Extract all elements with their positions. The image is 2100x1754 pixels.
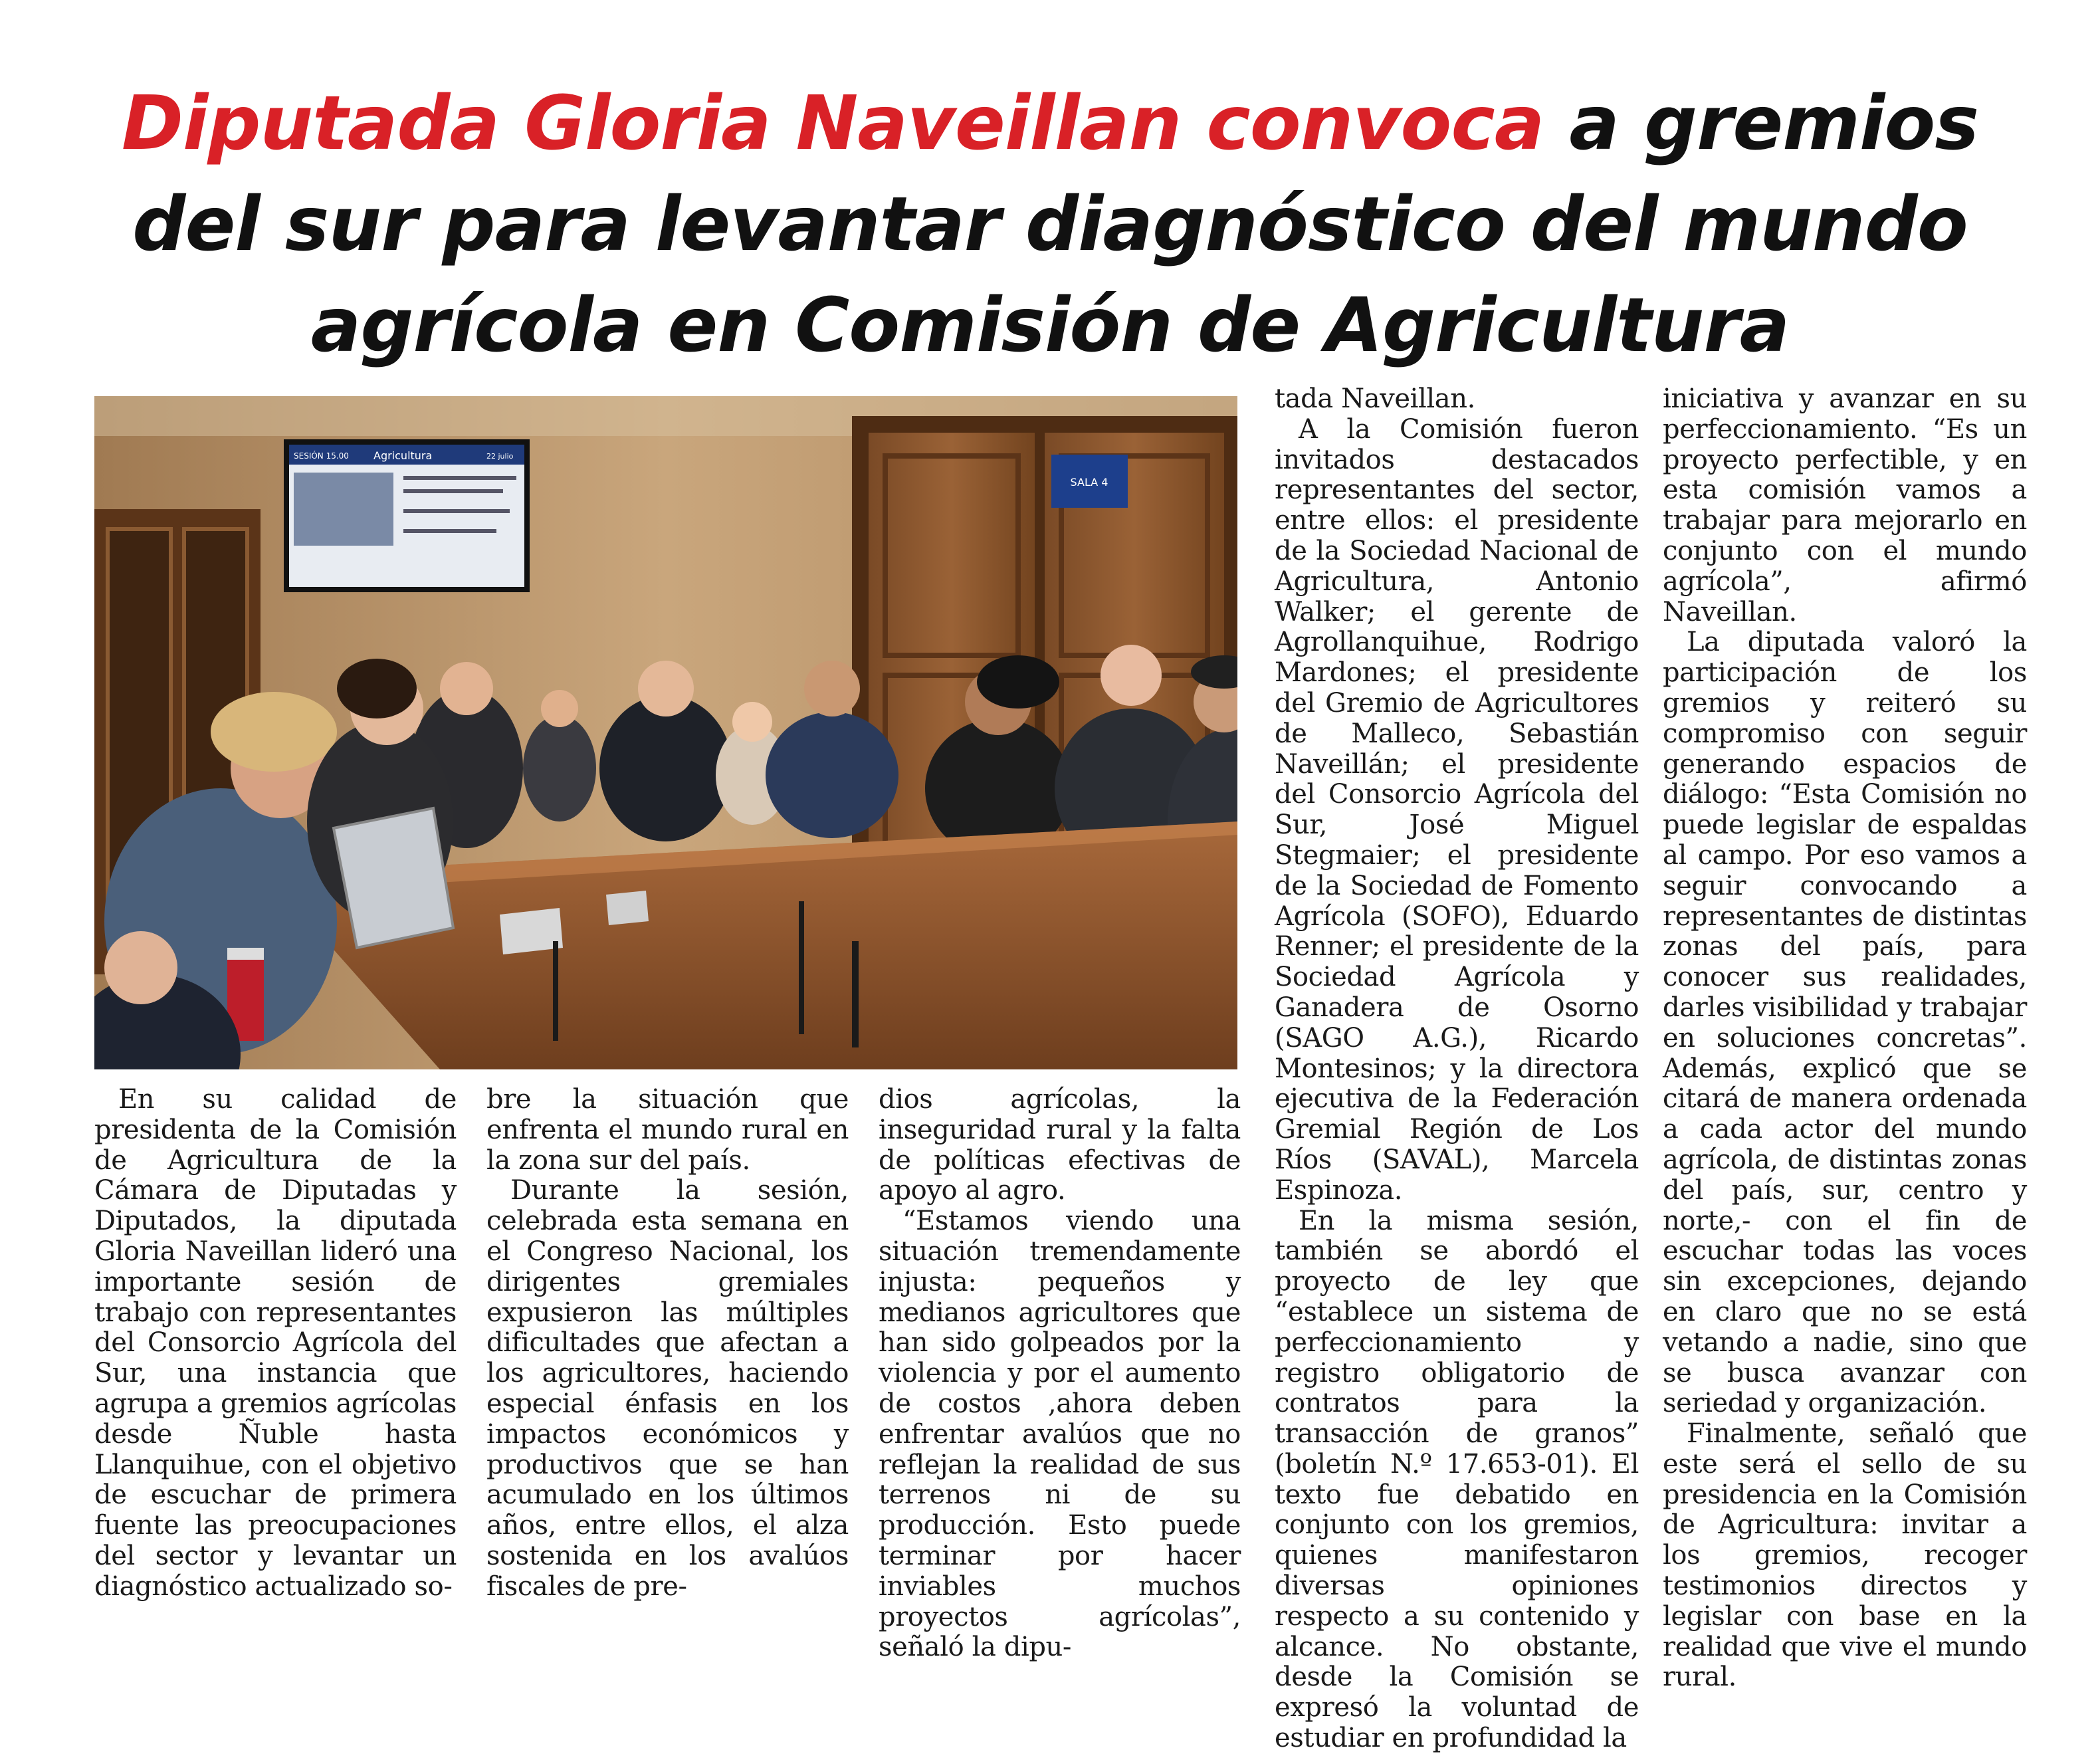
headline-line-2: del sur para levantar diagnóstico del mundo [132, 181, 1968, 268]
article-column-5 [1663, 384, 2027, 1693]
article-column-1 [94, 1085, 457, 1602]
meeting-photo-illustration [94, 396, 1237, 1069]
meeting-photo [94, 396, 1237, 1069]
paragraph: La diputada valoró la participación de los gremios y reiteró su compromiso con seguir generando espacios de diálogo: “Esta Comisión no puede legislar de espaldas al campo. Por eso vamos a seguir convocando a representantes de distintas zonas del país, para conocer sus realidades, darles visibilidad y trabajar en soluciones concretas”. Además, explicó que se citará de manera ordenada a cada actor del mundo agrícola, de distintas zonas del país, sur, centro y norte,- con el fin de escuchar todas las voces sin excepciones, dejando en claro que no se está vetando a nadie, sino que se busca avanzar con seriedad y organización. [1663, 627, 2027, 1419]
headline-red-part: Diputada Gloria Naveillan convoca [122, 80, 1544, 167]
article-column-4 [1275, 384, 1639, 1754]
headline-line-3: agrícola en Comisión de Agricultura [310, 282, 1790, 369]
paragraph: tada Naveillan. [1275, 384, 1475, 414]
headline [80, 73, 2020, 376]
paragraph: Finalmente, señaló que este será el sello de su presidencia en la Comisión de Agricultura: invitar a los gremios, recoger testimonios directos y legislar con base en la realidad que vive el mundo rural. [1663, 1418, 2027, 1693]
paragraph: bre la situación que enfrenta el mundo rural en la zona sur del país. [486, 1084, 849, 1176]
tv-title: Agricultura [373, 449, 433, 462]
article-column-3 [879, 1085, 1241, 1663]
paragraph: A la Comisión fueron invitados destacados representantes del sector, entre ellos: el presidente de la Sociedad Nacional de Agricultura, Antonio Walker; el gerente de Agrollanquihue, Rodrigo Mardones; el presidente del Gremio de Agricultores de Malleco, Sebastián Naveillán; el presidente del Consorcio Agrícola del Sur, José Miguel Stegmaier; el presidente de la Sociedad de Fomento Agrícola (SOFO), Eduardo Renner; el presidente de la Sociedad Agrícola y Ganadera de Osorno (SAGO A.G.), Ricardo Montesinos; y la directora ejecutiva de la Federación Gremial Región de Los Ríos (SAVAL), Marcela Espinoza. [1275, 413, 1639, 1206]
tv-date: 22 julio [486, 452, 514, 461]
headline-black-part: a gremios [1544, 80, 1978, 167]
paragraph: En su calidad de presidenta de la Comisión de Agricultura de la Cámara de Diputadas y Diputados, la diputada Gloria Naveillan lideró una importante sesión de trabajo con representantes del Consorcio Agrícola del Sur, una instancia que agrupa a gremios agrícolas desde Ñuble hasta Llanquihue, con el objetivo de escuchar de primera fuente las preocupaciones del sector y levantar un diagnóstico actualizado so- [94, 1084, 457, 1602]
article-column-2 [486, 1085, 849, 1602]
tv-session: SESIÓN 15.00 [294, 451, 349, 461]
paragraph: iniciativa y avanzar en su perfeccionamiento. “Es un proyecto perfectible, y en esta comisión vamos a trabajar para mejorarlo en conjunto con el mundo agrícola”, afirmó Naveillan. [1663, 384, 2027, 627]
door-sign-text: SALA 4 [1070, 476, 1108, 489]
paragraph: Durante la sesión, celebrada esta semana en el Congreso Nacional, los dirigentes gremiales expusieron las múltiples dificultades que afectan a los agricultores, haciendo especial énfasis en los impactos económicos y productivos que se han acumulado en los últimos años, entre ellos, el alza sostenida en los avalúos fiscales de pre- [486, 1175, 849, 1602]
paragraph: “Estamos viendo una situación tremendamente injusta: pequeños y medianos agricultores que han sido golpeados por la violencia y por el aumento de costos ,ahora deben enfrentar avalúos que no reflejan la realidad de sus terrenos ni de su producción. Esto puede terminar por hacer inviables muchos proyectos agrícolas”, señaló la dipu- [879, 1206, 1241, 1663]
paragraph: En la misma sesión, también se abordó el proyecto de ley que “establece un sistema de perfeccionamiento y registro obligatorio de contratos para la transacción de granos” (boletín N.º 17.653-01). El texto fue debatido en conjunto con los gremios, quienes manifestaron diversas opiniones respecto a su contenido y alcance. No obstante, desde la Comisión se expresó la voluntad de estudiar en profundidad la [1275, 1205, 1639, 1754]
paragraph: dios agrícolas, la inseguridad rural y la falta de políticas efectivas de apoyo al agro. [879, 1084, 1241, 1206]
